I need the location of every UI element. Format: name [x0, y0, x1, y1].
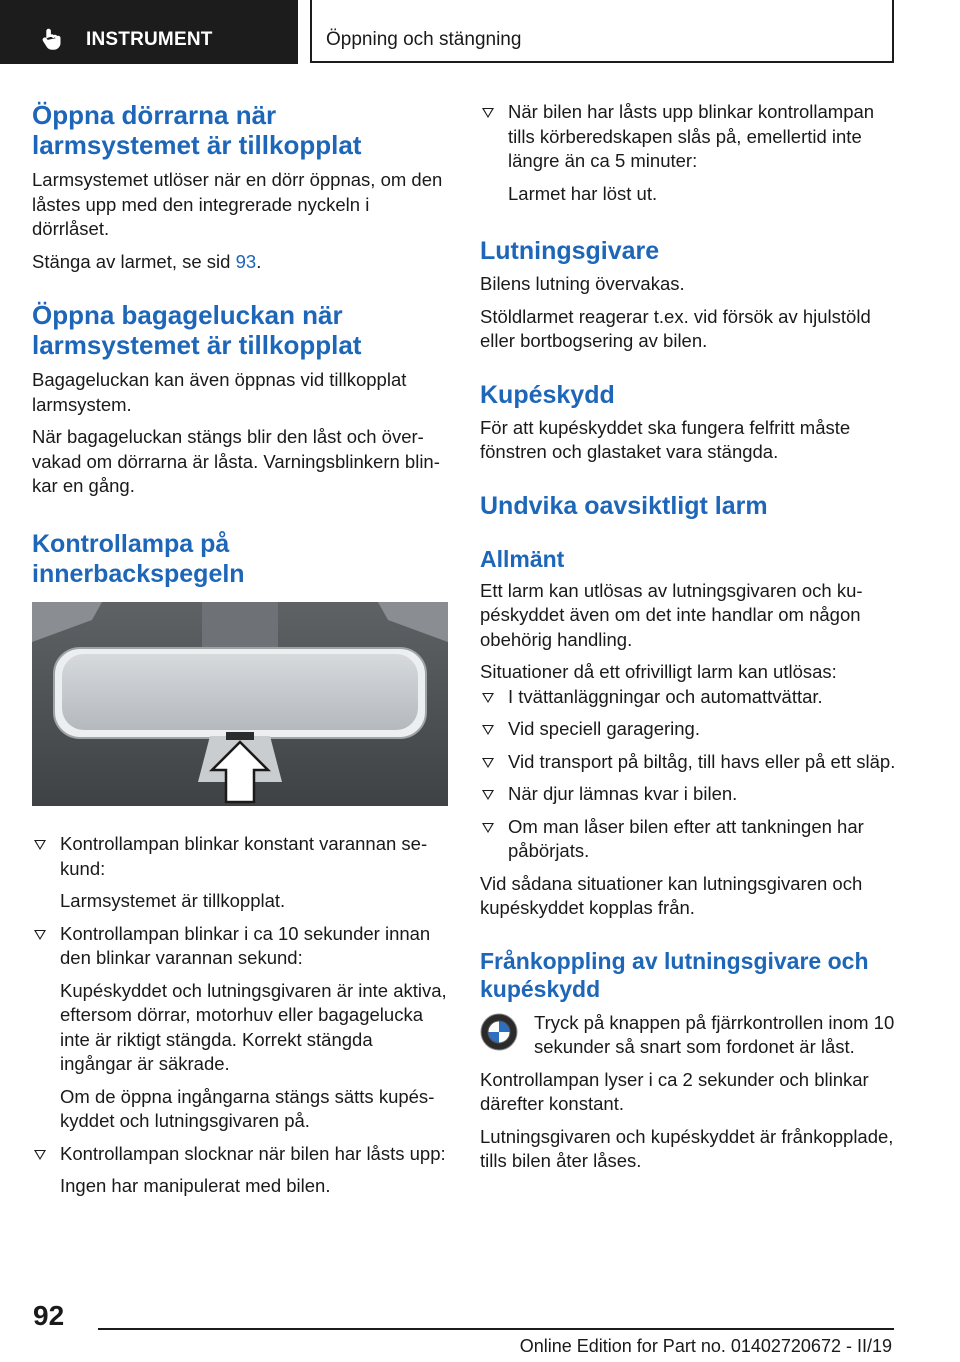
edition-note: Online Edition for Part no. 01402720672 - II/19: [519, 1336, 892, 1356]
section-title: INSTRUMENT: [86, 29, 213, 50]
paragraph: Vid sådana situationer kan lutningsgivaren och kupéskyddet kopplas från.: [480, 872, 863, 918]
heading-tilt-sensor: Lutningsgivare: [480, 237, 660, 265]
paragraph: Ett larm kan utlösas av lutningsgivaren och kupéskyddet även om det inte handlar om någon obehörig handling.: [480, 579, 863, 650]
item-text: Vid speciell garagering.: [508, 718, 700, 739]
item-text: Om man låser bilen efter att tankningen har påbörjats.: [508, 815, 864, 861]
false-alarm-list: [480, 685, 896, 864]
paragraph: Larmsystemet utlöser när en dörr öppnas, om den låstes upp med den integrerade nyckeln i dörrlåset.: [32, 169, 443, 239]
paragraph: Situationer då ett ofrivilligt larm kan utlösas:: [480, 661, 837, 682]
heading-indicator-light: Kontrollampa på innerbackspegeln: [32, 529, 245, 588]
triangle-bullet-icon: [482, 758, 494, 768]
rearview-mirror-illustration: [32, 602, 448, 806]
heading-interior-protection: Kupéskydd: [480, 380, 615, 409]
right-column: [480, 100, 896, 1174]
triangle-bullet-icon: [34, 1150, 46, 1160]
item-subtext: Ingen har manipulerat med bilen.: [60, 1175, 331, 1196]
chapter-title: Öppning och stängning: [326, 29, 522, 50]
left-column: [32, 100, 448, 589]
list-item: [32, 922, 448, 1134]
triangle-bullet-icon: [34, 930, 46, 940]
paragraph: Kontrollampan lyser i ca 2 sekunder och blinkar därefter konstant.: [480, 1068, 869, 1114]
item-subtext: Kupéskyddet och lutningsgivaren är inte aktiva, eftersom dörrar, motorhuv eller bagagelucka inte är riktigt stängda. Korrekt stängda ingångar är säkrade.: [60, 979, 447, 1074]
bmw-logo-icon: [480, 1013, 518, 1051]
paragraph: Tryck på knappen på fjärrkontrollen inom 10 sekunder så snart som fordonet är låst.: [534, 1011, 895, 1057]
item-subtext: Larmet har löst ut.: [508, 182, 658, 204]
text: .: [256, 250, 262, 272]
triangle-bullet-icon: [482, 693, 494, 703]
list-item: [480, 750, 896, 775]
list-item: [480, 685, 896, 710]
remote-button-instruction: [480, 1011, 896, 1060]
continued-list: [480, 100, 896, 206]
item-subtext: Om de öppna ingångarna stängs sätts kupéskyddet och lutningsgivaren på.: [60, 1085, 435, 1131]
list-item: [32, 832, 448, 914]
list-item: [480, 717, 896, 742]
triangle-bullet-icon: [482, 790, 494, 800]
paragraph-alarm-ref: [32, 250, 448, 275]
heading-disable-sensors: Frånkoppling av lutningsgivare och kupéskydd: [480, 947, 869, 1002]
heading-open-doors: Öppna dörrarna när larmsystemet är tillkopplat: [32, 100, 362, 160]
indicator-list: [32, 832, 448, 1199]
paragraph: Stöldlarmet reagerar t.ex. vid försök av hjulstöld eller bortbogsering av bilen.: [480, 305, 871, 351]
paragraph: För att kupéskyddet ska fungera felfritt måste fönstren och glastaket vara stängda.: [480, 416, 851, 462]
item-text: Kontrollampan slocknar när bilen har låsts upp:: [60, 1142, 446, 1164]
triangle-bullet-icon: [482, 823, 494, 833]
page-number: 92: [33, 1300, 65, 1331]
heading-open-trunk: Öppna bagageluckan när larmsystemet är tillkopplat: [32, 300, 362, 360]
triangle-bullet-icon: [34, 840, 46, 850]
text: Stänga av larmet, se sid: [32, 250, 236, 272]
footer-divider: [98, 1328, 894, 1330]
item-text: Kontrollampan blinkar konstant varannan sekund:: [60, 833, 428, 879]
list-item: [32, 1142, 448, 1199]
section-tab: [0, 0, 298, 64]
item-text: Kontrollampan blinkar i ca 10 sekunder innan den blinkar varannan sekund:: [60, 922, 431, 968]
paragraph: När bagageluckan stängs blir den låst och övervakad om dörrarna är låsta. Varningsblinkern blinkar en gång.: [32, 426, 440, 496]
triangle-bullet-icon: [482, 108, 494, 118]
left-bullets: [32, 832, 448, 1199]
heading-general: Allmänt: [480, 545, 565, 572]
paragraph: Bilens lutning övervakas.: [480, 273, 685, 294]
page-link-93[interactable]: 93: [235, 250, 257, 272]
list-item: [480, 100, 896, 206]
heading-avoid-false-alarm: Undvika oavsiktligt larm: [480, 491, 768, 520]
item-text: När djur lämnas kvar i bilen.: [508, 783, 738, 804]
list-item: [480, 815, 896, 864]
list-item: [480, 782, 896, 807]
item-subtext: Larmsystemet är tillkopplat.: [60, 890, 286, 911]
item-text: När bilen har låsts upp blinkar kontrollampan tills körberedskapen slås på, emellertid inte längre än ca 5 minuter:: [508, 101, 875, 171]
paragraph: Lutningsgivaren och kupéskyddet är frånkopplade, tills bilen åter låses.: [480, 1125, 894, 1171]
item-text: Vid transport på biltåg, till havs eller på ett släp.: [508, 750, 896, 772]
hand-pointer-icon: [40, 27, 64, 51]
triangle-bullet-icon: [482, 725, 494, 735]
item-text: I tvättanläggningar och automattvättar.: [508, 685, 823, 707]
paragraph: Bagageluckan kan även öppnas vid tillkopplat larmsystem.: [32, 369, 407, 415]
chapter-header: [310, 0, 894, 63]
